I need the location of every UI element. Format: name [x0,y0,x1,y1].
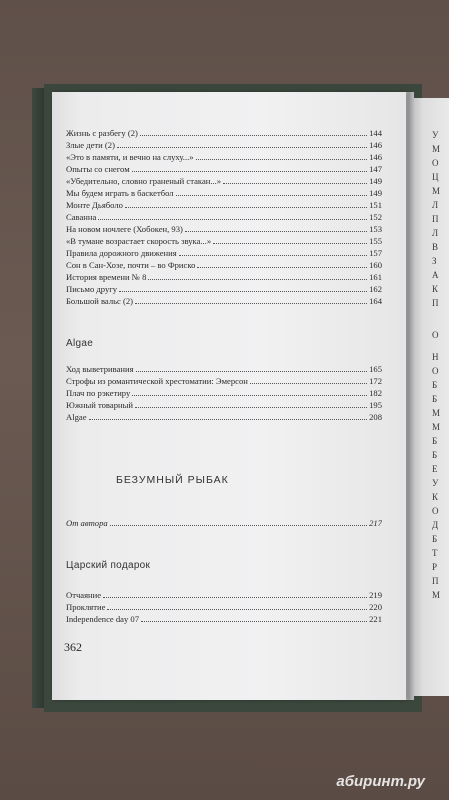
toc-entry: Письмо другу 162 [66,284,382,294]
right-letter: Б [432,534,438,544]
right-letter: Н [432,352,439,362]
right-letter: Б [432,450,438,460]
right-letter: Ц [432,172,439,182]
right-letter: О [432,506,439,516]
right-letter: А [432,270,439,280]
right-letter: З [432,256,437,266]
page-number: 362 [64,640,82,654]
toc-entry: «Убедительно, словно граненый стакан...» 149 [66,176,382,186]
right-letter: Б [432,380,438,390]
right-letter: У [432,478,439,488]
right-letter: О [432,366,439,376]
toc-entry: Злые дети (2) 146 [66,140,382,150]
watermark: абиринт.ру [336,773,425,790]
toc-entry: Монте Дьяболо 151 [66,200,382,210]
right-letter: У [432,130,439,140]
toc-entry: Большой вальс (2) 164 [66,296,382,306]
right-letter: М [432,186,441,196]
right-letter: П [432,576,439,586]
right-letter: М [432,590,441,600]
toc-entry: От автора 217 [66,518,382,528]
right-letter: Р [432,562,438,572]
right-page [412,98,449,696]
toc-entry: Саванна 152 [66,212,382,222]
section-heading-fisher: БЕЗУМНЫЙ РЫБАК [116,474,229,486]
right-letter: Д [432,520,439,530]
right-letter: О [432,158,439,168]
right-letter: М [432,408,441,418]
toc-entry: Ход выветривания 165 [66,364,382,374]
right-letter: М [432,144,441,154]
right-letter: М [432,422,441,432]
right-letter: Б [432,394,438,404]
toc-entry: На новом ночлеге (Хобокен, 93) 153 [66,224,382,234]
toc-entry: История времени № 8 161 [66,272,382,282]
right-letter: Б [432,436,438,446]
right-letter: П [432,298,439,308]
section-heading-gift: Царский подарок [66,560,151,571]
right-letter: Е [432,464,438,474]
right-letter: К [432,492,439,502]
toc-entry: Мы будем играть в баскетбол 149 [66,188,382,198]
right-letter: Т [432,548,438,558]
toc-entry: «Это в памяти, и вечно на слуху...» 146 [66,152,382,162]
right-letter: К [432,284,439,294]
toc-entry: Algae 208 [66,412,382,422]
toc-entry: Жизнь с разбегу (2) 144 [66,128,382,138]
right-letter: В [432,242,439,252]
right-letter: П [432,214,439,224]
toc-entry: Independence day 07 221 [66,614,382,624]
toc-entry: Южный товарный 195 [66,400,382,410]
toc-entry: Опыты со снегом 147 [66,164,382,174]
toc-entry: Сон в Сан-Хозе, почти – во Фриско 160 [66,260,382,270]
right-letter: О [432,330,439,340]
toc-entry: Проклятие 220 [66,602,382,612]
right-letter: Л [432,228,439,238]
toc-entry: «В тумане возрастает скорость звука...» 155 [66,236,382,246]
toc-entry: Правила дорожного движения 157 [66,248,382,258]
section-heading-algae: Algae [66,338,94,349]
toc-entry: Строфы из романтической хрестоматии: Эмерсон 172 [66,376,382,386]
toc-entry: Отчаяние 219 [66,590,382,600]
right-letter: Л [432,200,439,210]
toc-entry: Плач по рэкетиру 182 [66,388,382,398]
